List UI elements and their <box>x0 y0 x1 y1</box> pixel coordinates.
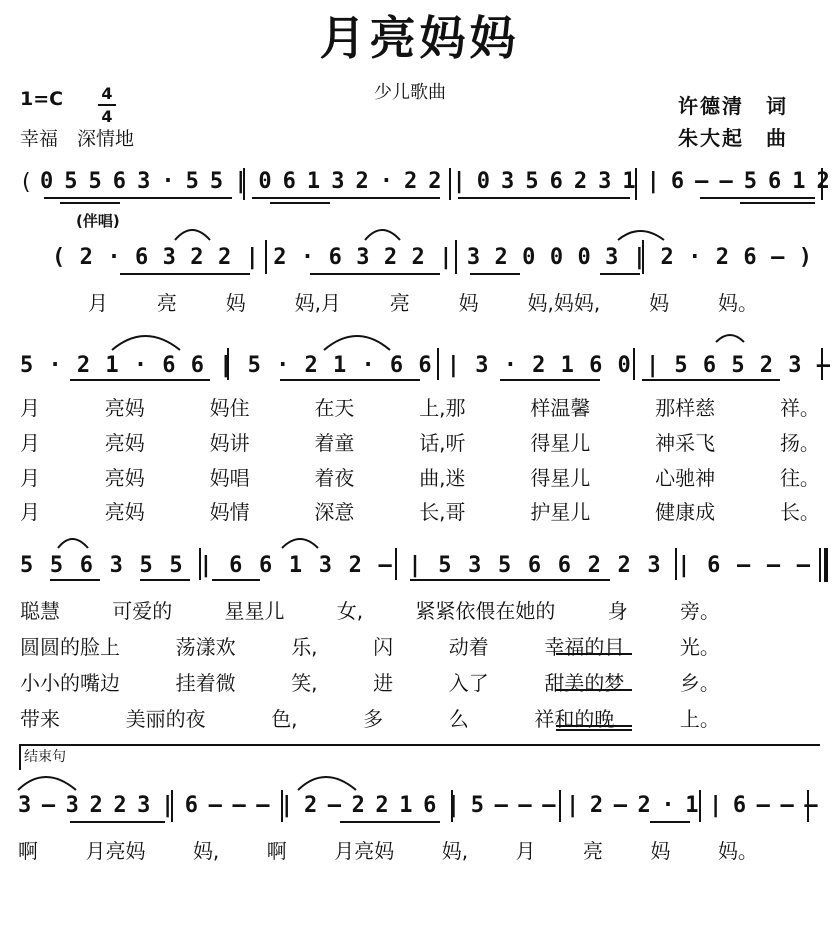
notation-token: 旁。 <box>679 599 720 623</box>
intro-paren: ( <box>22 170 31 195</box>
notation-token: 6 <box>259 553 273 578</box>
notation-token: 2 <box>383 245 398 270</box>
notation-token: | <box>199 553 213 578</box>
notation-token: 2 <box>375 793 389 818</box>
notation-token: 聪慧 <box>20 599 60 623</box>
song-genre: 少儿歌曲 <box>374 82 446 103</box>
notation-token: 6 <box>229 553 243 578</box>
notation-token: 入了 <box>448 671 489 695</box>
notation-token: – <box>232 793 246 818</box>
notation-token: 3 <box>162 245 176 270</box>
notation-token: 妈, <box>192 839 220 863</box>
notation-token: 着童 <box>314 431 355 455</box>
notation-token: 着夜 <box>314 466 355 490</box>
notation-token: 2 <box>759 353 774 378</box>
notation-token: 3 <box>475 353 489 378</box>
notation-token: 紧紧依偎在她的 <box>415 599 556 623</box>
notation-token: 妈 <box>225 291 246 315</box>
notation-token: 3 <box>647 553 661 578</box>
notation-token: – <box>766 553 781 578</box>
notation-token: · <box>161 169 175 194</box>
notation-token: 亮 <box>583 839 603 863</box>
notation-token: · <box>379 169 393 194</box>
notation-token: 1 <box>105 353 119 378</box>
notation-token: 3 <box>466 245 481 270</box>
notation-token: 1 <box>288 553 303 578</box>
notation-token: | <box>646 169 660 194</box>
notation-token: 6 <box>707 553 721 578</box>
notation-token: 2 <box>816 169 830 194</box>
notation-token: | <box>645 353 660 378</box>
notation-token: | <box>219 353 233 378</box>
notation-token: | <box>245 245 259 270</box>
notation-token: – <box>719 169 733 194</box>
notation-token: – <box>771 245 785 270</box>
notation-token: 3 <box>356 245 370 270</box>
notation-token: 2 <box>428 169 442 194</box>
notation-token: 2 <box>637 793 651 818</box>
notation-token: 6 <box>328 245 342 270</box>
notation-token: 0 <box>40 169 54 194</box>
notation-token: 乐, <box>291 635 318 659</box>
notation-token: | <box>632 245 647 270</box>
notation-token: 5 <box>498 553 512 578</box>
notation-token: 6 <box>557 553 571 578</box>
notation-token: 6 <box>282 169 296 194</box>
notation-token: 3 <box>18 793 32 818</box>
notation-token: 6 <box>162 353 176 378</box>
notation-token: 曲,迷 <box>419 466 466 490</box>
notation-token: 6 <box>190 353 204 378</box>
notation-token: · <box>300 245 315 270</box>
notation-token: · <box>133 353 148 378</box>
notation-token: 么 <box>448 707 469 731</box>
notation-token: 5 <box>139 553 153 578</box>
notation-token: – <box>41 793 56 818</box>
notation-token: 亮妈 <box>104 500 145 524</box>
notation-token: 往。 <box>779 466 820 490</box>
notation-token: 2 <box>273 245 287 270</box>
notation-token: 祥和的晚 <box>534 707 615 731</box>
notation-token: 小小的嘴边 <box>20 671 120 695</box>
notation-token: 2 <box>304 353 318 378</box>
notation-token: 健康成 <box>655 500 716 524</box>
notation-token: 6 <box>767 169 782 194</box>
notation-token: 幸福的目 <box>544 635 625 659</box>
notation-token: 那样慈 <box>655 396 716 420</box>
notation-token: 6 <box>732 793 747 818</box>
notation-token: – <box>737 553 751 578</box>
notation-token: 1 <box>622 169 636 194</box>
notation-token: – <box>796 553 810 578</box>
notation-token: 心驰神 <box>655 466 716 490</box>
notation-token: 2 <box>79 245 93 270</box>
notation-token: | <box>280 793 294 818</box>
notation-token: 6 <box>670 169 685 194</box>
notation-token: 1 <box>792 169 806 194</box>
notation-token: 0 <box>258 169 272 194</box>
notation-token: 0 <box>617 353 631 378</box>
notation-token: 2 <box>589 793 604 818</box>
notation-token: – <box>542 793 556 818</box>
notation-token: 长,哥 <box>419 500 466 524</box>
notation-token: 月 <box>20 500 40 524</box>
notation-token: 扬。 <box>779 431 820 455</box>
notation-token: 2 <box>351 793 365 818</box>
notation-token: 月 <box>20 431 40 455</box>
notation-token: 3 <box>65 793 79 818</box>
notation-token: 月 <box>20 466 40 490</box>
notation-token: 亮妈 <box>104 431 145 455</box>
notation-token: 进 <box>373 671 394 695</box>
notation-token: 动着 <box>448 635 489 659</box>
notation-token: 5 <box>438 553 452 578</box>
notation-token: | <box>566 793 580 818</box>
notation-token: 1 <box>306 169 321 194</box>
notation-token: – <box>518 793 532 818</box>
notation-token: · <box>276 353 290 378</box>
notation-token: · <box>503 353 517 378</box>
song-title: 月亮妈妈 <box>319 11 520 65</box>
notation-token: 多 <box>363 707 384 731</box>
notation-token: – <box>378 553 392 578</box>
notation-token: 2 <box>411 245 425 270</box>
notation-token: 6 <box>702 353 717 378</box>
notation-token: | <box>446 353 461 378</box>
notation-token: 得星儿 <box>530 431 591 455</box>
ending-label: 结束句 <box>24 749 66 765</box>
notation-token: 3 <box>605 245 619 270</box>
notation-token: 5 <box>525 169 539 194</box>
notation-token: 3 <box>137 169 151 194</box>
notation-token: 2 <box>348 553 362 578</box>
notation-token: 0 <box>522 245 536 270</box>
notation-token: 在天 <box>314 396 355 420</box>
notation-token: 样温馨 <box>530 396 591 420</box>
notation-token: 月 <box>515 839 536 863</box>
notation-token: 女, <box>336 599 364 623</box>
notation-token: · <box>688 245 702 270</box>
notation-token: 妈。 <box>717 291 758 315</box>
notation-token: 月 <box>88 291 108 315</box>
notation-token: 月 <box>20 396 40 420</box>
notation-token: 祥。 <box>779 396 820 420</box>
notation-token: | <box>709 793 723 818</box>
harmony-label: (伴唱) <box>76 212 120 230</box>
notation-token: 3 <box>788 353 802 378</box>
notation-token: 荡漾欢 <box>175 635 236 659</box>
notation-token: 上。 <box>679 707 720 731</box>
notation-token: 2 <box>573 169 588 194</box>
notation-token: 3 <box>109 553 123 578</box>
notation-token: 6 <box>527 553 542 578</box>
notation-token: 妈讲 <box>209 431 250 455</box>
notation-token: 上,那 <box>419 396 466 420</box>
notation-token: 1 <box>332 353 347 378</box>
notation-token: | <box>439 245 453 270</box>
notation-token: 月亮妈 <box>85 839 146 863</box>
notation-token: 3 <box>331 169 345 194</box>
notation-token: 妈,妈妈, <box>527 291 601 315</box>
notation-token: 美丽的夜 <box>125 707 206 731</box>
notation-token: · <box>107 245 121 270</box>
notation-token: 身 <box>607 599 628 623</box>
notation-token: – <box>756 793 770 818</box>
composer-credit: 朱大起 曲 <box>678 126 788 150</box>
notation-token: 亮妈 <box>104 396 145 420</box>
notation-token: 2 <box>403 169 418 194</box>
notation-token: 2 <box>89 793 103 818</box>
notation-token: 6 <box>389 353 404 378</box>
notation-token: 3 <box>501 169 515 194</box>
notation-token: 2 <box>617 553 631 578</box>
notation-token: 笑, <box>291 671 318 695</box>
notation-token: 长。 <box>779 500 820 524</box>
notation-token: 6 <box>184 793 199 818</box>
notation-token: 深意 <box>314 500 355 524</box>
notation-token: – <box>494 793 508 818</box>
notation-token: 3 <box>598 169 612 194</box>
notation-token: 妈,月 <box>294 291 341 315</box>
notation-token: 月亮妈 <box>334 839 395 863</box>
notation-token: 啊 <box>18 839 38 863</box>
notation-token: 亮 <box>389 291 410 315</box>
notation-token: 妈 <box>649 291 670 315</box>
notation-token: 妈唱 <box>209 466 250 490</box>
notation-token: 神采飞 <box>655 431 716 455</box>
notation-token: – <box>327 793 342 818</box>
notation-token: – <box>613 793 627 818</box>
tempo-mood: 幸福 深情地 <box>20 128 135 150</box>
notation-token: 亮 <box>156 291 177 315</box>
notation-token: | <box>677 553 691 578</box>
notation-token: 6 <box>418 353 432 378</box>
notation-token: 5 <box>743 169 757 194</box>
notation-token: | <box>446 793 461 818</box>
notation-token: 挂着微 <box>175 671 236 695</box>
notation-token: · <box>661 793 675 818</box>
notation-token: 2 <box>76 353 91 378</box>
notation-token: 妈住 <box>209 396 250 420</box>
notation-token: 6 <box>589 353 603 378</box>
notation-token: 5 <box>185 169 199 194</box>
notation-token: 5 <box>88 169 102 194</box>
notation-token: 妈 <box>650 839 671 863</box>
notation-token: 3 <box>468 553 482 578</box>
notation-token: – <box>804 793 818 818</box>
time-signature-bottom: 4 <box>101 107 113 126</box>
notation-token: 2 <box>303 793 318 818</box>
notation-token: 可爱的 <box>112 599 173 623</box>
notation-token: 6 <box>743 245 757 270</box>
notation-token: 星星儿 <box>224 599 285 623</box>
notation-token: 1 <box>560 353 574 378</box>
lyricist-credit: 许德清 词 <box>678 94 788 118</box>
notation-token: 5 <box>49 553 64 578</box>
notation-token: 得星儿 <box>530 466 591 490</box>
notation-token: 2 <box>715 245 729 270</box>
notation-token: 2 <box>532 353 546 378</box>
notation-token: 话,听 <box>419 431 466 455</box>
notation-token: 妈 <box>458 291 479 315</box>
notation-token: 5 <box>209 169 224 194</box>
notation-token: | <box>452 169 466 194</box>
notation-token: 5 <box>247 353 261 378</box>
notation-token: 护星儿 <box>530 500 591 524</box>
notation-token: 6 <box>79 553 93 578</box>
notation-token: ) <box>798 245 812 270</box>
notation-token: 闪 <box>373 635 394 659</box>
notation-token: 乡。 <box>679 671 720 695</box>
notation-token: 6 <box>423 793 437 818</box>
notation-token: – <box>780 793 794 818</box>
notation-token: 6 <box>549 169 563 194</box>
notation-token: 带来 <box>20 707 60 731</box>
notation-token: 5 <box>470 793 484 818</box>
notation-token: – <box>695 169 709 194</box>
notation-token: 亮妈 <box>104 466 145 490</box>
notation-token: – <box>816 353 830 378</box>
notation-token: 5 <box>20 353 34 378</box>
notation-token: 妈。 <box>717 839 758 863</box>
notation-token: 6 <box>112 169 127 194</box>
notation-token: · <box>48 353 62 378</box>
notation-token: – <box>208 793 222 818</box>
notation-token: 5 <box>674 353 688 378</box>
notation-token: 3 <box>318 553 332 578</box>
key-signature: 1=C <box>20 88 64 110</box>
notation-token: 圆圆的脸上 <box>20 635 120 659</box>
notation-token: | <box>160 793 175 818</box>
notation-token: ( <box>52 245 66 270</box>
notation-token: 啊 <box>266 839 287 863</box>
notation-token: 5 <box>169 553 183 578</box>
notation-token: · <box>361 353 375 378</box>
notation-token: 5 <box>64 169 78 194</box>
notation-token: | <box>408 553 422 578</box>
notation-token: 1 <box>399 793 413 818</box>
notation-token: | <box>234 169 248 194</box>
notation-token: 0 <box>577 245 591 270</box>
notation-token: 光。 <box>679 635 720 659</box>
time-signature-top: 4 <box>101 84 113 103</box>
notation-token: – <box>256 793 270 818</box>
notation-token: 妈, <box>441 839 469 863</box>
notation-token: 2 <box>217 245 232 270</box>
notation-token: 1 <box>685 793 699 818</box>
notation-token: 2 <box>660 245 674 270</box>
notation-token: 5 <box>731 353 745 378</box>
notation-token: 3 <box>137 793 151 818</box>
notation-token: 6 <box>134 245 149 270</box>
notation-token: 妈情 <box>209 500 250 524</box>
notation-token: 5 <box>20 553 34 578</box>
notation-token: 2 <box>113 793 127 818</box>
notation-token: 0 <box>549 245 564 270</box>
notation-token: 甜美的梦 <box>544 671 625 695</box>
notation-token: 2 <box>355 169 369 194</box>
notation-token: 2 <box>587 553 601 578</box>
notation-token: 2 <box>190 245 204 270</box>
notation-token: 2 <box>494 245 508 270</box>
notation-token: 色, <box>271 707 298 731</box>
notation-token: 0 <box>476 169 491 194</box>
